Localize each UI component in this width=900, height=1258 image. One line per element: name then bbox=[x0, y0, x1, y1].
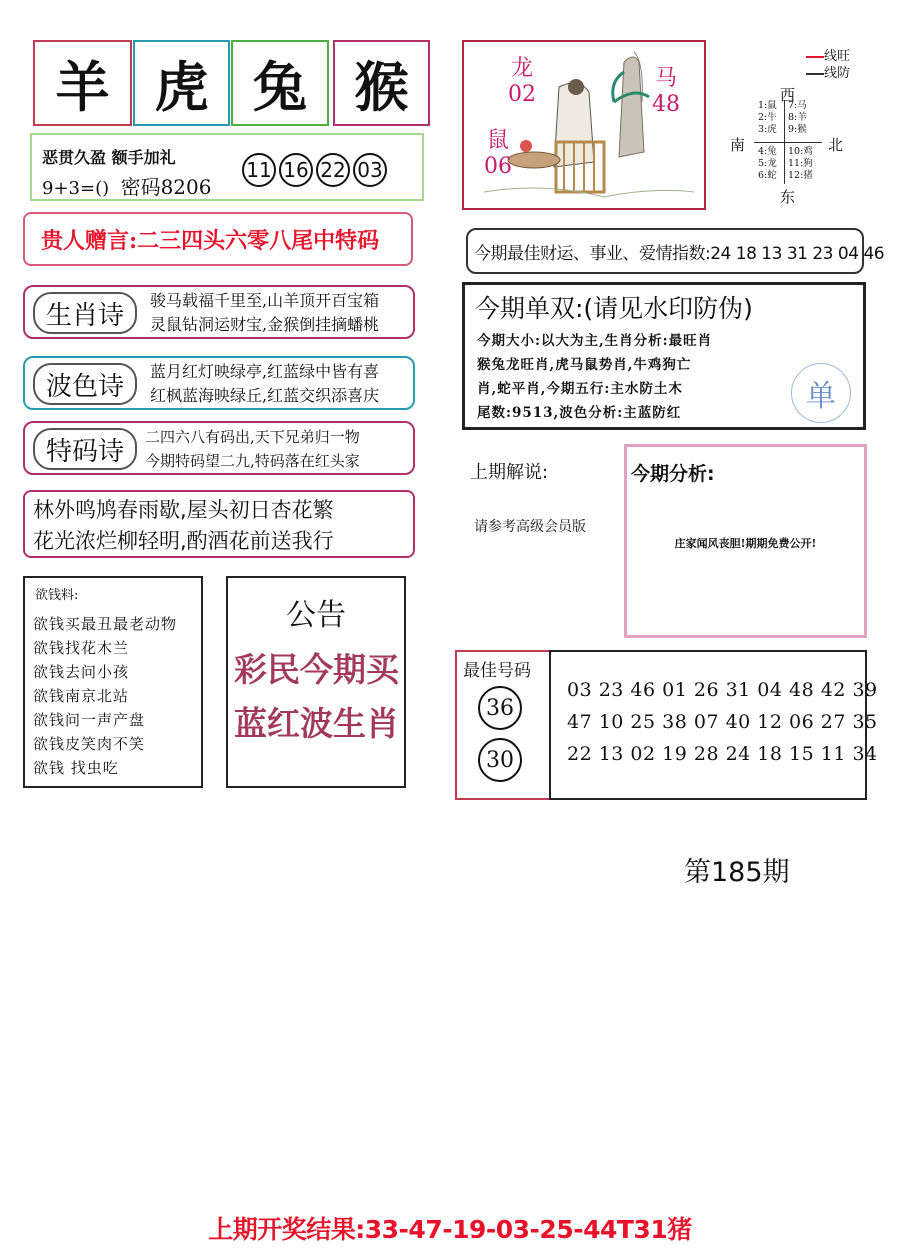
compass-diagram bbox=[728, 84, 848, 204]
shu-char: 鼠 bbox=[486, 128, 509, 153]
line-legend bbox=[806, 48, 850, 82]
danshuang-box bbox=[462, 282, 866, 430]
bose-poem-label: 波色诗 bbox=[33, 363, 137, 405]
yuqian-list bbox=[33, 612, 177, 780]
fruit bbox=[520, 140, 532, 152]
legend-wang-text: 线旺 bbox=[824, 49, 851, 64]
guiren-banner bbox=[23, 212, 413, 266]
fenxi-title: 今期分析: bbox=[631, 463, 715, 485]
shu-label bbox=[484, 128, 512, 180]
yuqian-line: 欲钱皮笑肉不笑 bbox=[33, 735, 146, 753]
tema-poem-line2: 今期特码望二九,特码落在红头家 bbox=[145, 452, 360, 470]
legend-fang-text: 线防 bbox=[824, 66, 851, 81]
info-password: 密码8206 bbox=[120, 175, 212, 199]
big-poem-box bbox=[23, 490, 415, 558]
long-label bbox=[508, 56, 536, 108]
long-number: 02 bbox=[508, 82, 536, 107]
yuqian-line: 欲钱问一声产盘 bbox=[33, 711, 146, 729]
compass-item: 8:羊 bbox=[788, 112, 807, 123]
danshuang-line: 今期大小:以大为主,生肖分析:最旺肖 bbox=[477, 333, 713, 349]
info-number: 16 bbox=[279, 153, 313, 187]
best-number-row: 47 10 25 38 07 40 12 06 27 35 bbox=[567, 711, 878, 733]
watermark-stamp: 单 bbox=[791, 363, 851, 423]
shangqi-text: 请参考高级会员版 bbox=[474, 519, 586, 535]
info-number: 03 bbox=[353, 153, 387, 187]
yuqian-line: 欲钱去问小孩 bbox=[33, 663, 130, 681]
zodiac-char: 虎 bbox=[154, 54, 209, 119]
long-char: 龙 bbox=[510, 56, 533, 81]
compass-item: 1:鼠 bbox=[758, 100, 777, 111]
danshuang-line: 尾数:9513,波色分析:主蓝防红 bbox=[477, 405, 682, 421]
best-number-row: 03 23 46 01 26 31 04 48 42 39 bbox=[567, 679, 878, 701]
compass-item: 12:猪 bbox=[788, 170, 813, 181]
compass-north: 北 bbox=[828, 136, 844, 154]
compass-item: 5:龙 bbox=[758, 158, 777, 169]
best-number-rows bbox=[567, 674, 878, 770]
compass-west: 西 bbox=[780, 86, 796, 104]
best-numbers-box bbox=[549, 650, 878, 800]
tema-poem-line1: 二四六八有码出,天下兄弟归一物 bbox=[145, 428, 360, 446]
best-circle-2: 30 bbox=[478, 738, 522, 782]
info-box bbox=[30, 133, 424, 201]
legend-wang bbox=[806, 48, 850, 65]
best-number-row: 22 13 02 19 28 24 18 15 11 34 bbox=[567, 743, 878, 765]
zodiac-box-1 bbox=[33, 40, 132, 126]
ma-number: 48 bbox=[652, 92, 680, 117]
ma-char: 马 bbox=[654, 66, 677, 91]
result-text: 上期开奖结果:33-47-19-03-25-44T31猪 bbox=[208, 1215, 692, 1244]
red-line-icon bbox=[806, 56, 824, 58]
compass-item: 9:猴 bbox=[788, 124, 807, 135]
info-line1: 恶贯久盈 额手加礼 bbox=[42, 148, 176, 167]
danshuang-text bbox=[477, 329, 712, 425]
compass-item: 6:蛇 bbox=[758, 170, 777, 181]
index-box bbox=[466, 228, 885, 274]
fenxi-text: 庄家闻风丧胆!期期免费公开! bbox=[674, 537, 817, 550]
compass-item: 3:虎 bbox=[758, 124, 777, 135]
compass-q4 bbox=[788, 146, 813, 182]
info-number: 11 bbox=[242, 153, 276, 187]
yuqian-line: 欲钱找花木兰 bbox=[33, 639, 130, 657]
compass-q1 bbox=[758, 100, 777, 136]
compass-item: 10:鸡 bbox=[788, 146, 813, 157]
shengxiao-poem-line2: 灵鼠钻洞运财宝,金猴倒挂摘蟠桃 bbox=[150, 315, 380, 334]
danshuang-line: 肖,蛇平肖,今期五行:主水防土木 bbox=[477, 381, 683, 397]
bose-poem-line2: 红枫蓝海映绿丘,红蓝交织添喜庆 bbox=[150, 386, 380, 405]
gonggao-line2: 蓝红波生肖 bbox=[234, 704, 399, 743]
zodiac-box-3 bbox=[231, 40, 329, 126]
yuqian-line: 欲钱 找虫吃 bbox=[33, 759, 119, 777]
ma-label bbox=[652, 66, 680, 118]
zodiac-char: 羊 bbox=[55, 54, 110, 119]
info-formula: 9+3=() bbox=[42, 178, 110, 199]
info-number: 22 bbox=[316, 153, 350, 187]
compass-hline bbox=[754, 142, 822, 143]
compass-item: 7:马 bbox=[788, 100, 807, 111]
compass-q3 bbox=[758, 146, 777, 182]
compass-east: 东 bbox=[780, 188, 796, 206]
yuqian-line: 欲钱买最丑最老动物 bbox=[33, 615, 178, 633]
scholar-head bbox=[568, 79, 584, 95]
legend-fang bbox=[806, 65, 850, 82]
yuqian-box bbox=[23, 576, 203, 788]
zodiac-char: 猴 bbox=[354, 54, 409, 119]
black-line-icon bbox=[806, 73, 824, 75]
best-circle-1: 36 bbox=[478, 686, 522, 730]
zodiac-box-2 bbox=[133, 40, 230, 126]
shangqi-title: 上期解说: bbox=[470, 462, 549, 483]
gonggao-line1: 彩民今期买 bbox=[234, 650, 399, 689]
info-numbers bbox=[242, 153, 390, 187]
compass-item: 4:兔 bbox=[758, 146, 777, 157]
danshuang-title: 今期单双:(请见水印防伪) bbox=[475, 294, 753, 323]
bose-poem-line1: 蓝月红灯映绿亭,红蓝绿中皆有喜 bbox=[150, 362, 380, 381]
result-line bbox=[0, 1210, 900, 1246]
issue-number: 第185期 bbox=[684, 857, 790, 888]
danshuang-line: 猴兔龙旺肖,虎马鼠势肖,牛鸡狗亡 bbox=[477, 357, 692, 373]
compass-item: 2:牛 bbox=[758, 112, 777, 123]
tema-poem-box bbox=[23, 421, 415, 475]
compass-item: 11:狗 bbox=[788, 158, 813, 169]
yuqian-title: 欲钱料: bbox=[35, 588, 79, 603]
fenxi-box bbox=[624, 444, 867, 638]
gonggao-box bbox=[226, 576, 406, 788]
index-text: 今期最佳财运、事业、爱情指数:24 18 13 31 23 04 46 bbox=[474, 243, 885, 264]
zodiac-char: 兔 bbox=[253, 54, 307, 119]
compass-south: 南 bbox=[730, 136, 746, 154]
shu-number: 06 bbox=[484, 154, 512, 179]
table bbox=[508, 152, 560, 168]
info-line2 bbox=[42, 171, 211, 200]
shengxiao-poem-line1: 骏马载福千里至,山羊顶开百宝箱 bbox=[150, 291, 380, 310]
bose-poem-box bbox=[23, 356, 415, 410]
zodiac-picture bbox=[462, 40, 706, 210]
compass-q2 bbox=[788, 100, 807, 136]
tema-poem-label: 特码诗 bbox=[33, 428, 137, 470]
zodiac-box-4 bbox=[333, 40, 430, 126]
gonggao-title: 公告 bbox=[286, 598, 346, 633]
big-poem-line1: 林外鸣鸠春雨歇,屋头初日杏花繁 bbox=[33, 498, 334, 522]
yuqian-line: 欲钱南京北站 bbox=[33, 687, 130, 705]
guiren-text: 贵人赠言:二三四头六零八尾中特码 bbox=[41, 227, 380, 254]
big-poem-line2: 花光浓烂柳轻明,酌酒花前送我行 bbox=[33, 529, 334, 553]
shengxiao-poem-box bbox=[23, 285, 415, 339]
shengxiao-poem-label: 生肖诗 bbox=[33, 292, 137, 334]
best-title: 最佳号码 bbox=[463, 661, 531, 681]
